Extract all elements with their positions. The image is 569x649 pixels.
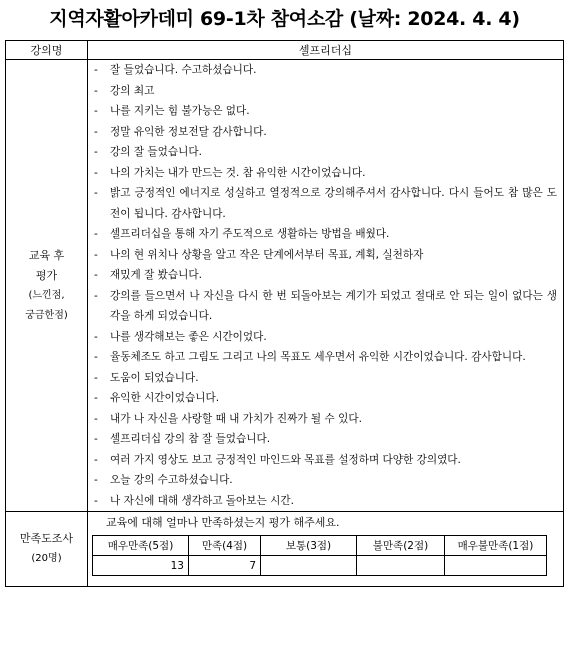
rating-count [445, 556, 547, 576]
rating-header: 매우만족(5점) [93, 536, 189, 556]
table-header-row [6, 41, 564, 60]
satisfaction-table [92, 535, 547, 576]
list-item: - 강의 잘 들었습니다. [94, 146, 202, 158]
list-item: - 율동체조도 하고 그림도 그리고 나의 목표도 세우면서 유익한 시간이었습니다. 감사합니다. [94, 351, 526, 363]
survey-row [6, 512, 564, 587]
rating-count [357, 556, 445, 576]
rating-header: 보통(3점) [261, 536, 357, 556]
satisfaction-header-row [93, 536, 547, 556]
course-name: 셀프리더십 [88, 41, 564, 60]
list-item: - 나의 현 위치나 상황을 알고 작은 단계에서부터 목표, 계획, 실천하자 [94, 248, 424, 261]
rating-count [261, 556, 357, 576]
list-item: - 잘 들었습니다. 수고하셨습니다. [94, 64, 257, 76]
list-item: - 밝고 긍정적인 에너지로 성실하고 열정적으로 강의해주셔서 감사합니다. 다시 들어도 참 많은 도전이 됩니다. 감사합니다. [94, 187, 557, 220]
list-item: - 재밌게 잘 봤습니다. [94, 269, 202, 281]
list-item: - 강의 최고 [94, 84, 155, 97]
survey-question: 교육에 대해 얼마나 만족하셨는지 평가 해주세요. [106, 516, 340, 529]
list-item: - 유익한 시간이었습니다. [94, 392, 220, 404]
survey-label: 만족도조사 (20명) [6, 512, 88, 587]
course-header: 강의명 [6, 41, 88, 60]
list-item: - 오늘 강의 수고하셨습니다. [94, 474, 233, 486]
rating-header: 만족(4점) [189, 536, 261, 556]
rating-count: 13 [93, 556, 189, 576]
list-item: - 셀프리더십을 통해 자기 주도적으로 생활하는 방법을 배웠다. [94, 228, 390, 240]
page-title: 지역자활아카데미 69-1차 참여소감 (날짜: 2024. 4. 4) [49, 8, 520, 30]
review-label: 교육 후 평가 (느낀점, 궁금한점) [6, 60, 88, 512]
list-item: - 나를 생각해보는 좋은 시간이었다. [94, 330, 267, 343]
rating-header: 매우불만족(1점) [445, 536, 547, 556]
list-item: - 정말 유익한 정보전달 감사합니다. [94, 125, 267, 138]
list-item: - 나를 지키는 힘 불가능은 없다. [94, 105, 250, 117]
satisfaction-value-row [93, 556, 547, 576]
rating-count: 7 [189, 556, 261, 576]
list-item: - 내가 나 자신을 사랑할 때 내 가치가 진짜가 될 수 있다. [94, 412, 362, 425]
review-table [5, 40, 564, 587]
rating-header: 불만족(2점) [357, 536, 445, 556]
review-list [88, 60, 564, 512]
list-item: - 나의 가치는 내가 만드는 것. 참 유익한 시간이었습니다. [94, 166, 366, 179]
list-item: - 나 자신에 대해 생각하고 돌아보는 시간. [94, 494, 294, 507]
list-item: - 강의를 들으면서 나 자신을 다시 한 번 되돌아보는 계기가 되었고 절대로 안 되는 일이 없다는 생각을 하게 되었습니다. [94, 289, 557, 322]
review-row [6, 60, 564, 512]
survey-cell [88, 512, 564, 587]
list-item: - 여러 가지 영상도 보고 긍정적인 마인드와 목표를 설정하며 다양한 강의였다. [94, 453, 461, 466]
list-item: - 셀프리더십 강의 참 잘 들었습니다. [94, 433, 271, 445]
list-item: - 도움이 되었습니다. [94, 371, 199, 384]
